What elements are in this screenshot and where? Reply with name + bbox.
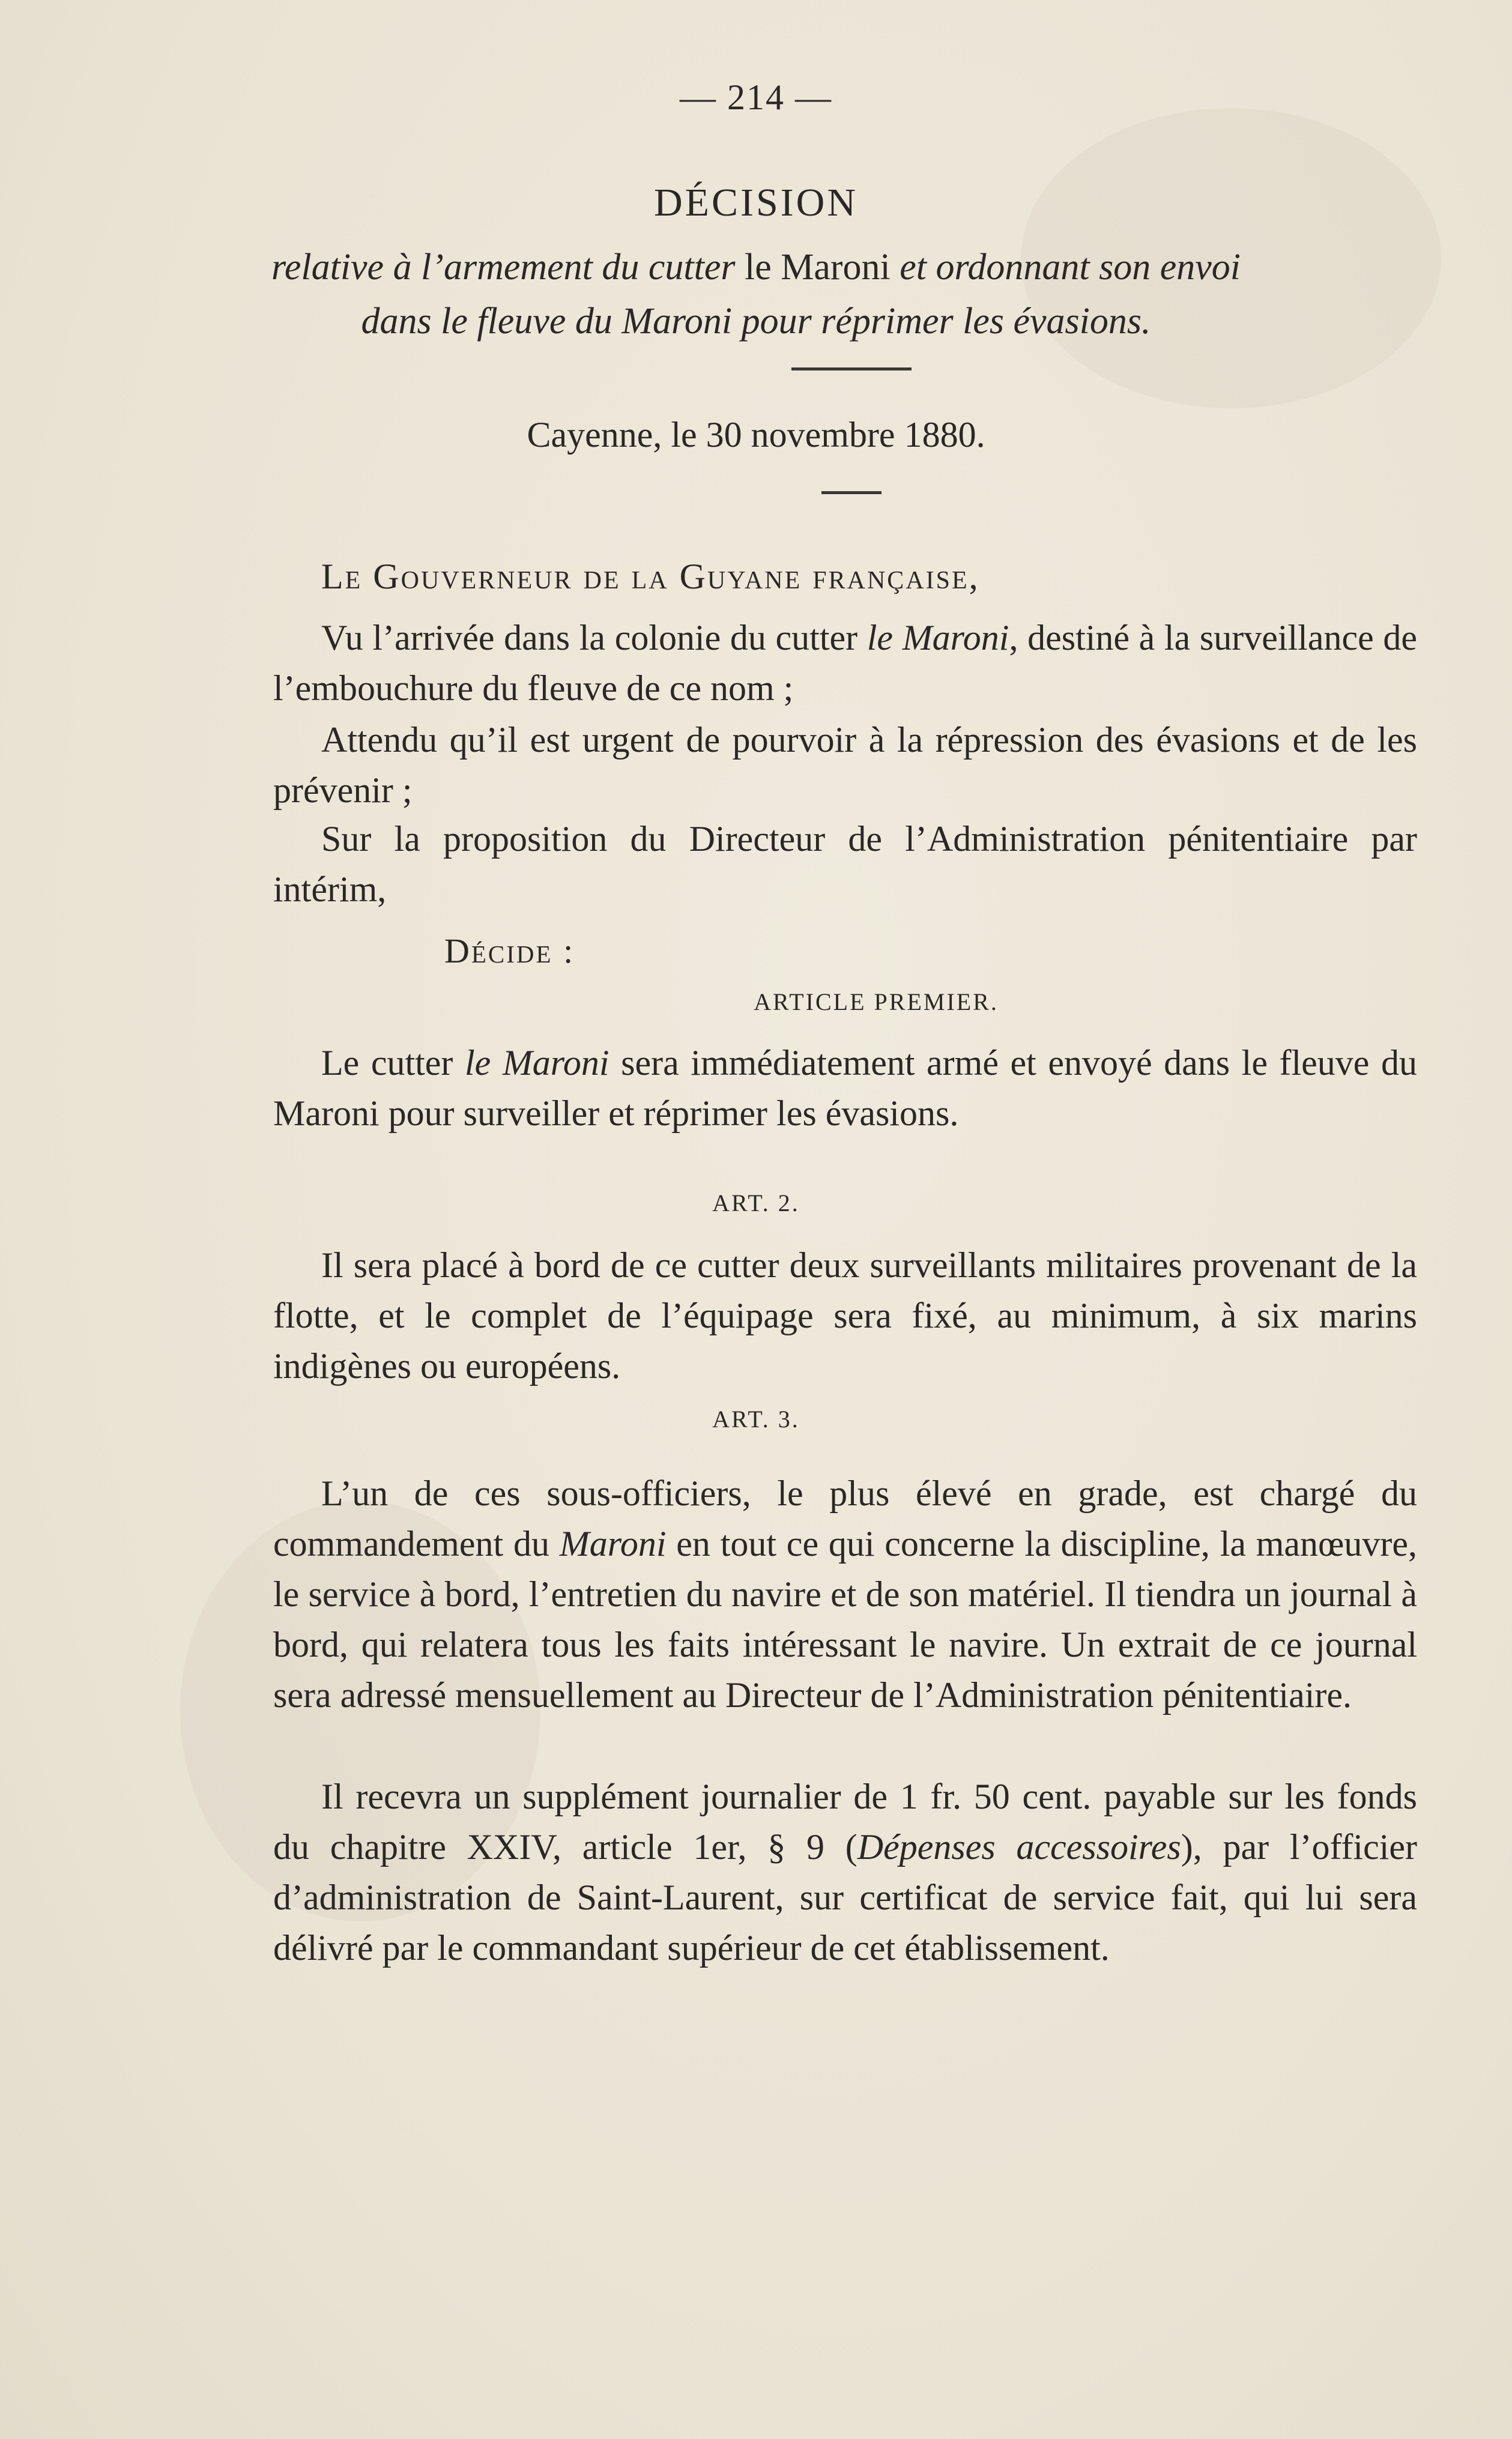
- article-heading: ART. 3.: [712, 1406, 800, 1433]
- article-paragraph: Il sera placé à bord de ce cutter deux surveillants militaires provenant de la flotte, et le complet de l’équipage sera fixé, au minimum, à six marins indigènes ou européens.: [273, 1245, 1417, 1386]
- text-run: , destiné à la surveillance de l’embouchure du fleuve de ce nom ;: [273, 618, 1417, 708]
- decide-heading: Décide :: [444, 931, 575, 970]
- text-run: Le cutter: [321, 1043, 465, 1083]
- text-run: L’un de ces sous-officiers, le plus élevé en grade, est chargé du commandement du: [273, 1473, 1417, 1564]
- text-run: ), par l’officier d’administration de Saint-Laurent, sur certificat de service fait, qui lui sera délivré par le commandant supérieur de cet établissement.: [273, 1827, 1417, 1968]
- article-paragraph: [273, 1038, 1417, 1138]
- dateline: Cayenne, le 30 novembre 1880.: [527, 415, 985, 455]
- subtitle-part: relative à l’armement du cutter: [271, 247, 736, 288]
- subtitle-line-1: [0, 246, 1512, 289]
- subtitle-line-2: dans le fleuve du Maroni pour réprimer les évasions.: [361, 301, 1151, 342]
- consideration-paragraph: Attendu qu’il est urgent de pourvoir à la répression des évasions et de les prévenir ;: [273, 720, 1417, 810]
- text-run: sera immédiatement armé et envoyé dans le fleuve du Maroni pour surveiller et réprimer les évasions.: [273, 1043, 1417, 1133]
- consideration-paragraph: Sur la proposition du Directeur de l’Administration pénitentiaire par intérim,: [273, 819, 1417, 909]
- ship-name: le Maroni: [866, 618, 1009, 657]
- article-paragraph: [273, 1771, 1417, 1973]
- text-run: en tout ce qui concerne la discipline, la manœuvre, le service à bord, l’entretien du navire et de son matériel. Il tiendra un journal à bord, qui relatera tous les faits intéressant le navire. Un extrait de ce journal sera adressé mensuellement au Directeur de l’Administration pénitentiaire.: [273, 1524, 1418, 1715]
- divider-rule: [791, 367, 912, 370]
- article-heading: ART. 2.: [712, 1189, 800, 1216]
- subtitle-part: et ordonnant son envoi: [900, 247, 1241, 288]
- article-paragraph: [273, 1468, 1417, 1720]
- text-run: Vu l’arrivée dans la colonie du cutter: [321, 618, 867, 657]
- article-heading: ARTICLE PREMIER.: [754, 988, 999, 1015]
- consideration-paragraph: [273, 612, 1417, 713]
- ship-name: le Maroni: [464, 1043, 609, 1083]
- italic-text: Dépenses accessoires: [857, 1827, 1181, 1867]
- page-number: — 214 —: [680, 77, 832, 117]
- subtitle-ship-name: le Maroni: [745, 247, 891, 288]
- text-run: Il recevra un supplément journalier de 1 fr. 50 cent. payable sur les fonds du chapitre XXIV, article 1er, § 9 (: [273, 1777, 1417, 1867]
- ship-name: Maroni: [559, 1524, 667, 1564]
- document-heading: DÉCISION: [654, 181, 858, 225]
- divider-rule: [821, 491, 881, 494]
- preamble: Le Gouverneur de la Guyane française,: [321, 557, 980, 596]
